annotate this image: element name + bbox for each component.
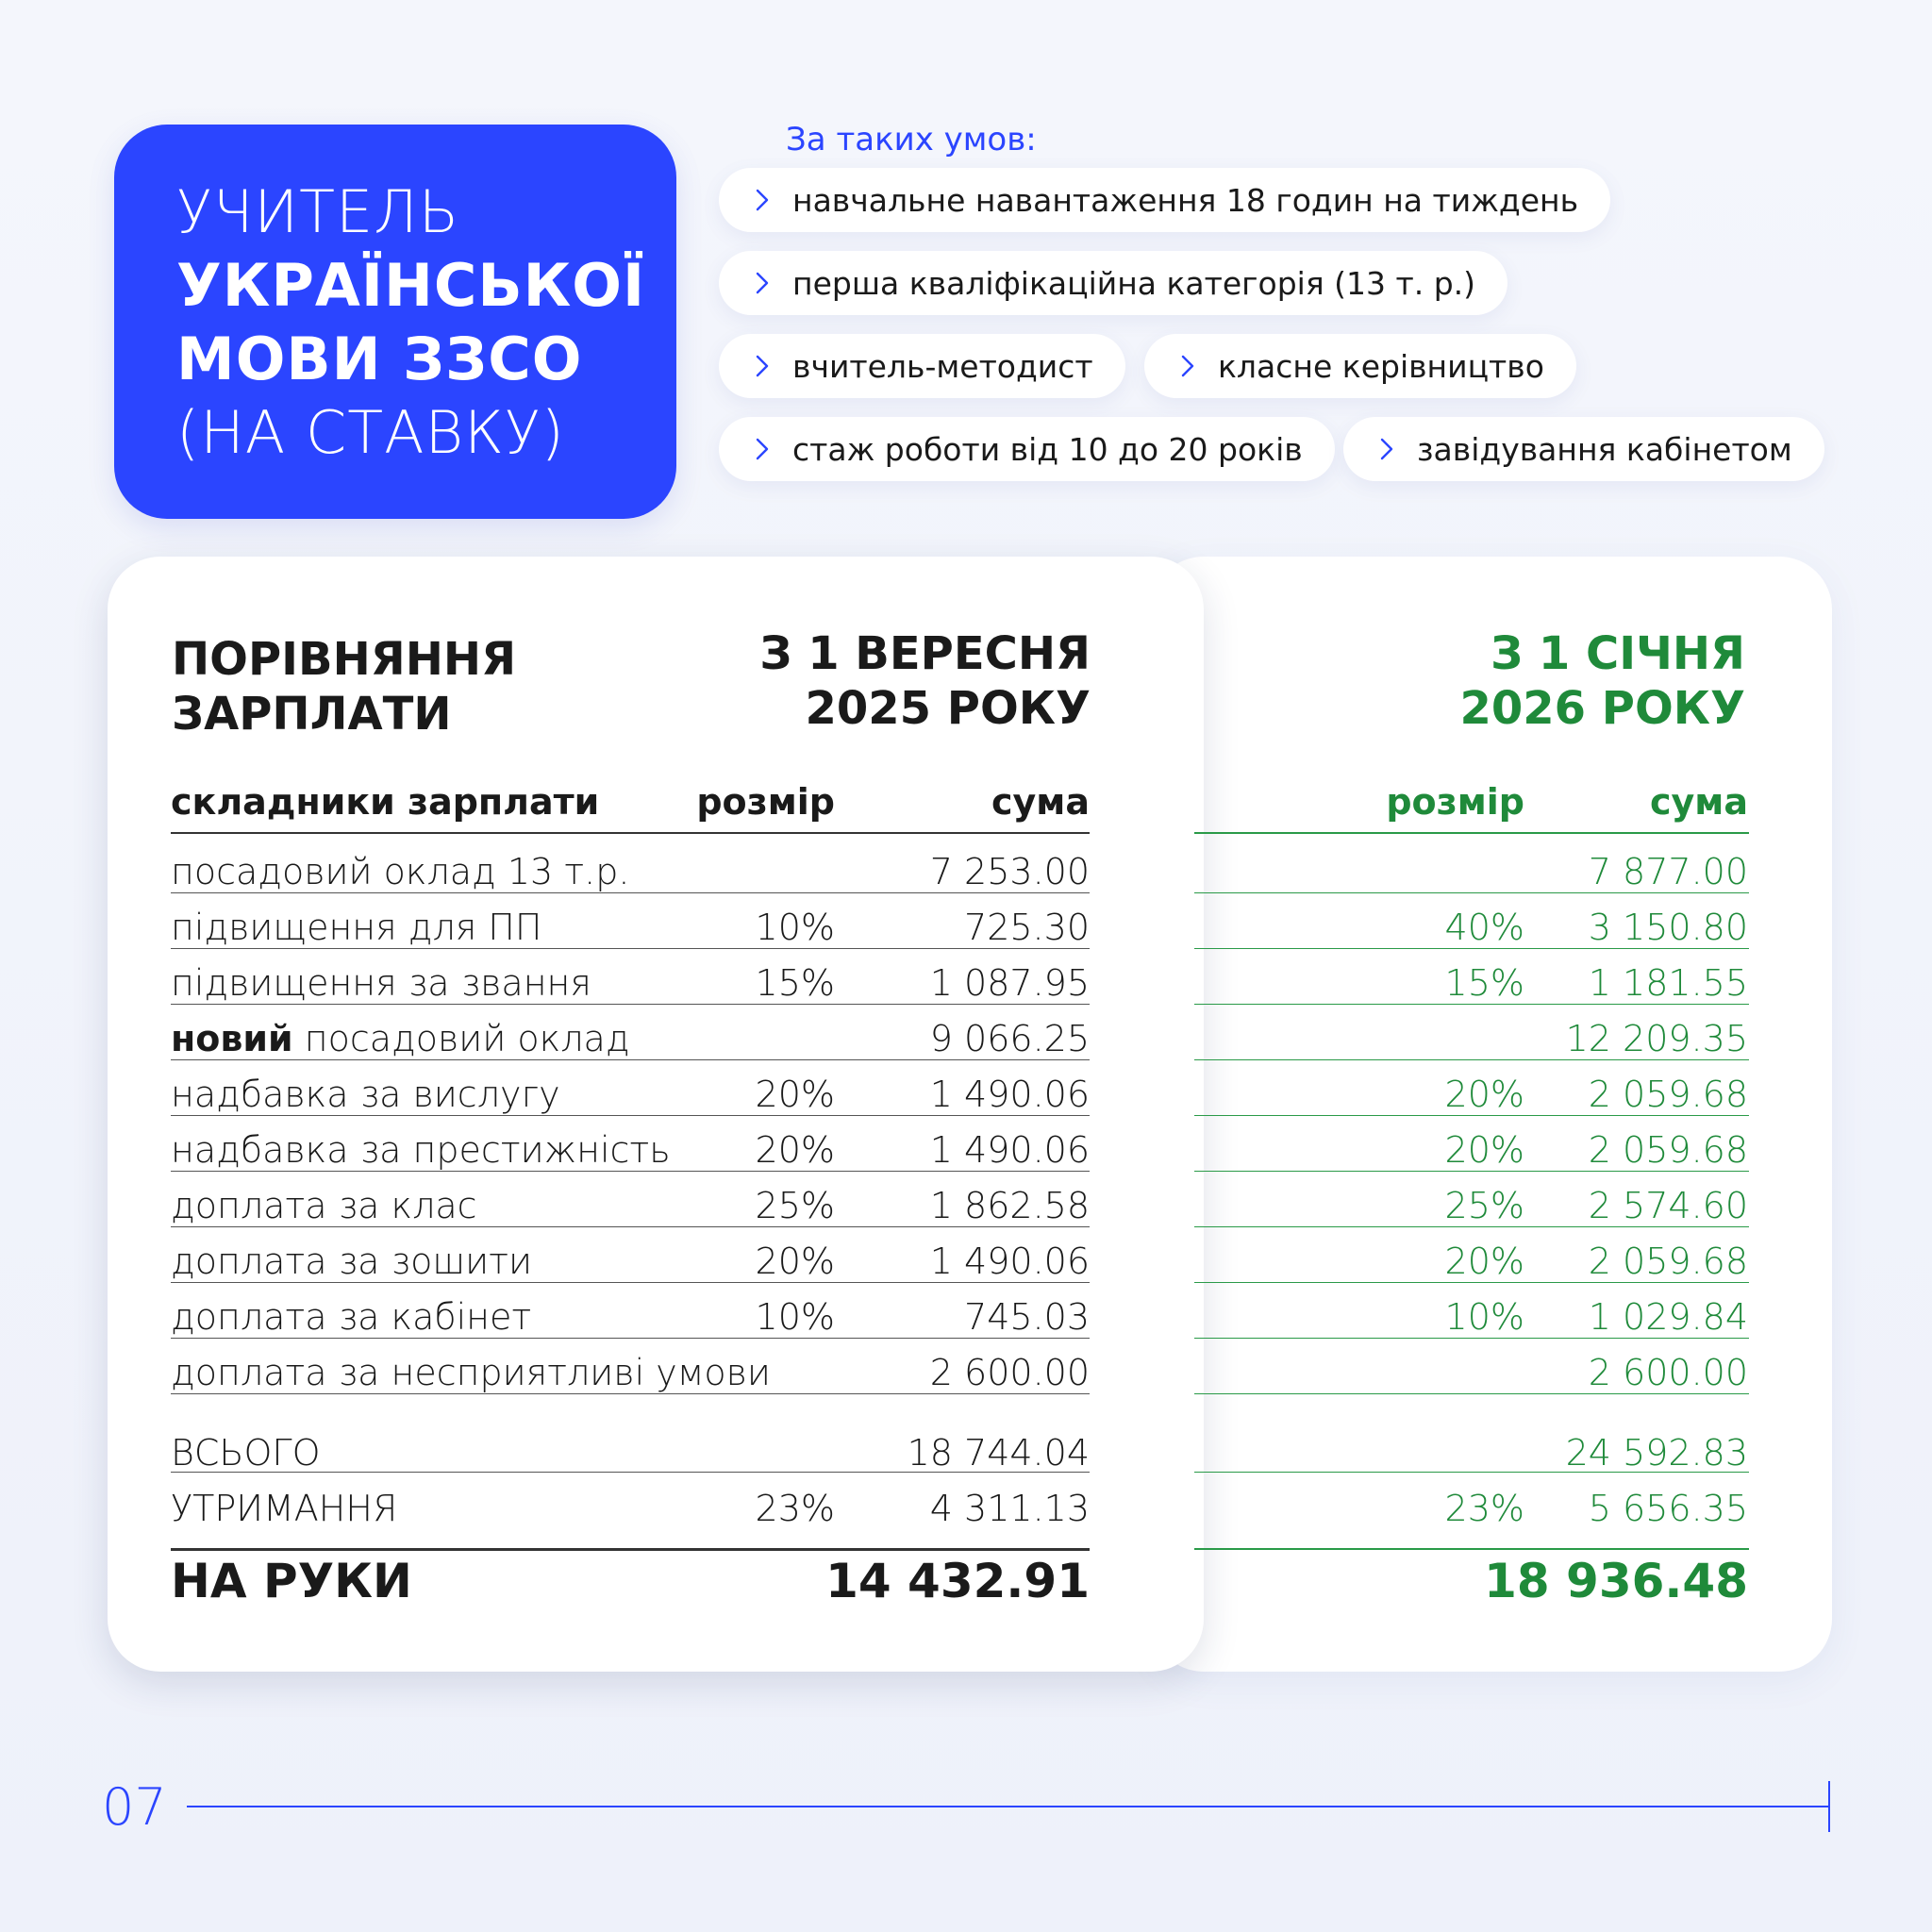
- footer-line-end: [1828, 1781, 1830, 1832]
- row-pct-2026: 20%: [1444, 1129, 1524, 1171]
- row-sum-2025: 725.30: [964, 907, 1090, 948]
- chevron-right-icon: [745, 432, 779, 466]
- row-rule: [1194, 1226, 1749, 1227]
- condition-pill: [1144, 334, 1576, 398]
- row-sum-2026: 2 574.60: [1588, 1185, 1748, 1226]
- row-sum-2026: 2 600.00: [1588, 1352, 1748, 1393]
- row-label: доплата за кабінет: [171, 1296, 532, 1338]
- row-rule: [171, 892, 1090, 893]
- row-rule: [1194, 1282, 1749, 1283]
- row-sum-2025: 1 490.06: [929, 1074, 1090, 1115]
- row-pct-2026: 25%: [1444, 1185, 1524, 1226]
- page-number: 07: [102, 1777, 167, 1837]
- row-sum-2026: 1 181.55: [1588, 962, 1748, 1004]
- row-pct-2026: 20%: [1444, 1241, 1524, 1282]
- row-rule: [171, 1059, 1090, 1060]
- row-pct-2025: 10%: [755, 907, 835, 948]
- row-sum-2025: 1 490.06: [929, 1129, 1090, 1171]
- row-rule: [171, 948, 1090, 949]
- row-rule: [1194, 1171, 1749, 1172]
- table-heading: [172, 632, 516, 741]
- condition-pill: [1343, 417, 1824, 481]
- condition-pill: [719, 334, 1125, 398]
- deduction-label: УТРИМАННЯ: [171, 1488, 398, 1529]
- condition-text: стаж роботи від 10 до 20 років: [792, 430, 1303, 468]
- period-2026-line-2: 2026 РОКУ: [1459, 682, 1745, 735]
- row-sum-2025: 9 066.25: [929, 1018, 1090, 1059]
- row-sum-2026: 3 150.80: [1588, 907, 1748, 948]
- condition-pill: [719, 417, 1335, 481]
- row-rule: [1194, 1115, 1749, 1116]
- row-sum-2026: 2 059.68: [1588, 1074, 1748, 1115]
- row-rule: [171, 1171, 1090, 1172]
- row-rule: [1194, 1393, 1749, 1394]
- row-label: доплата за клас: [171, 1185, 477, 1226]
- row-label-text: посадовий оклад: [304, 1018, 630, 1059]
- table-heading-line-2: ЗАРПЛАТИ: [172, 688, 452, 741]
- row-label: підвищення для ПП: [171, 907, 542, 948]
- net-sum-2026: 18 936.48: [1484, 1554, 1748, 1608]
- row-pct-2025: 25%: [755, 1185, 835, 1226]
- total-sum-2025: 18 744.04: [907, 1432, 1090, 1474]
- total-label: ВСЬОГО: [171, 1432, 321, 1474]
- row-label: надбавка за престижність: [171, 1129, 671, 1171]
- total-sum-2026: 24 592.83: [1565, 1432, 1748, 1474]
- chevron-right-icon: [745, 349, 779, 383]
- row-sum-2025: 1 862.58: [929, 1185, 1090, 1226]
- header-rule: [1194, 832, 1749, 834]
- row-label-bold: новий: [171, 1018, 293, 1059]
- row-rule: [171, 1338, 1090, 1339]
- col-header-sum-2026: сума: [1650, 781, 1748, 823]
- condition-text: завідування кабінетом: [1417, 430, 1792, 468]
- condition-text: перша кваліфікаційна категорія (13 т. р.): [792, 264, 1476, 302]
- period-2025-line-1: З 1 ВЕРЕСНЯ: [759, 627, 1091, 680]
- period-2025-line-2: 2025 РОКУ: [805, 682, 1091, 735]
- net-sum-2025: 14 432.91: [825, 1554, 1090, 1608]
- row-rule: [1194, 1059, 1749, 1060]
- row-pct-2025: 15%: [755, 962, 835, 1004]
- chevron-right-icon: [745, 266, 779, 300]
- col-header-sum-2025: сума: [991, 781, 1090, 823]
- row-rule: [171, 1004, 1090, 1005]
- row-pct-2025: 20%: [755, 1074, 835, 1115]
- chevron-right-icon: [1370, 432, 1404, 466]
- row-rule: [1194, 1004, 1749, 1005]
- row-rule: [171, 1115, 1090, 1116]
- row-pct-2026: 20%: [1444, 1074, 1524, 1115]
- chevron-right-icon: [1171, 349, 1205, 383]
- row-label: посадовий оклад 13 т.р.: [171, 851, 630, 892]
- row-label: надбавка за вислугу: [171, 1074, 560, 1115]
- title-line-2: УКРАЇНСЬКОЇ: [176, 251, 646, 320]
- table-heading-line-1: ПОРІВНЯННЯ: [172, 633, 517, 686]
- row-sum-2026: 1 029.84: [1588, 1296, 1748, 1338]
- col-header-size-2025: розмір: [696, 781, 835, 823]
- period-2025-heading: [759, 626, 1091, 736]
- row-rule: [1194, 1472, 1749, 1473]
- row-sum-2025: 745.03: [964, 1296, 1090, 1338]
- col-header-size-2026: розмір: [1386, 781, 1524, 823]
- row-sum-2025: 7 253.00: [929, 851, 1090, 892]
- row-sum-2026: 2 059.68: [1588, 1241, 1748, 1282]
- footer-line: [187, 1806, 1828, 1807]
- deduction-sum-2025: 4 311.13: [929, 1488, 1090, 1529]
- conditions-label: За таких умов:: [786, 121, 1037, 158]
- title-line-3: МОВИ ЗЗСО: [176, 325, 583, 393]
- row-sum-2025: 2 600.00: [929, 1352, 1090, 1393]
- row-label: доплата за несприятливі умови: [171, 1352, 771, 1393]
- condition-pill: [719, 251, 1507, 315]
- row-sum-2026: 12 209.35: [1565, 1018, 1748, 1059]
- condition-text: класне керівництво: [1218, 347, 1544, 385]
- row-rule: [1194, 948, 1749, 949]
- condition-pill: [719, 168, 1610, 232]
- chevron-right-icon: [745, 183, 779, 217]
- row-rule: [1194, 1338, 1749, 1339]
- row-rule: [171, 1226, 1090, 1227]
- col-header-components: складники зарплати: [171, 781, 600, 823]
- condition-text: вчитель-методист: [792, 347, 1093, 385]
- row-rule: [171, 1472, 1090, 1473]
- deduction-pct-2026: 23%: [1444, 1488, 1524, 1529]
- deduction-sum-2026: 5 656.35: [1588, 1488, 1748, 1529]
- row-rule: [1194, 892, 1749, 893]
- net-label: НА РУКИ: [171, 1554, 412, 1608]
- row-pct-2026: 40%: [1444, 907, 1524, 948]
- row-label: підвищення за звання: [171, 962, 591, 1004]
- row-label: [171, 1018, 630, 1059]
- row-rule: [171, 1393, 1090, 1394]
- row-pct-2026: 15%: [1444, 962, 1524, 1004]
- deduction-pct-2025: 23%: [755, 1488, 835, 1529]
- row-pct-2025: 20%: [755, 1129, 835, 1171]
- row-pct-2025: 10%: [755, 1296, 835, 1338]
- period-2026-heading: [1459, 626, 1745, 736]
- title-line-4: (НА СТАВКУ): [176, 398, 565, 467]
- row-label: доплата за зошити: [171, 1241, 533, 1282]
- row-sum-2025: 1 087.95: [929, 962, 1090, 1004]
- row-rule: [171, 1282, 1090, 1283]
- row-sum-2025: 1 490.06: [929, 1241, 1090, 1282]
- title-line-1: УЧИТЕЛЬ: [176, 177, 460, 246]
- title-card: [114, 125, 676, 519]
- row-sum-2026: 2 059.68: [1588, 1129, 1748, 1171]
- row-pct-2026: 10%: [1444, 1296, 1524, 1338]
- net-rule: [1194, 1548, 1749, 1550]
- row-pct-2025: 20%: [755, 1241, 835, 1282]
- row-sum-2026: 7 877.00: [1588, 851, 1748, 892]
- condition-text: навчальне навантаження 18 годин на тиждень: [792, 181, 1579, 219]
- header-rule: [171, 832, 1090, 834]
- net-rule: [171, 1548, 1090, 1551]
- period-2026-line-1: З 1 СІЧНЯ: [1491, 627, 1745, 680]
